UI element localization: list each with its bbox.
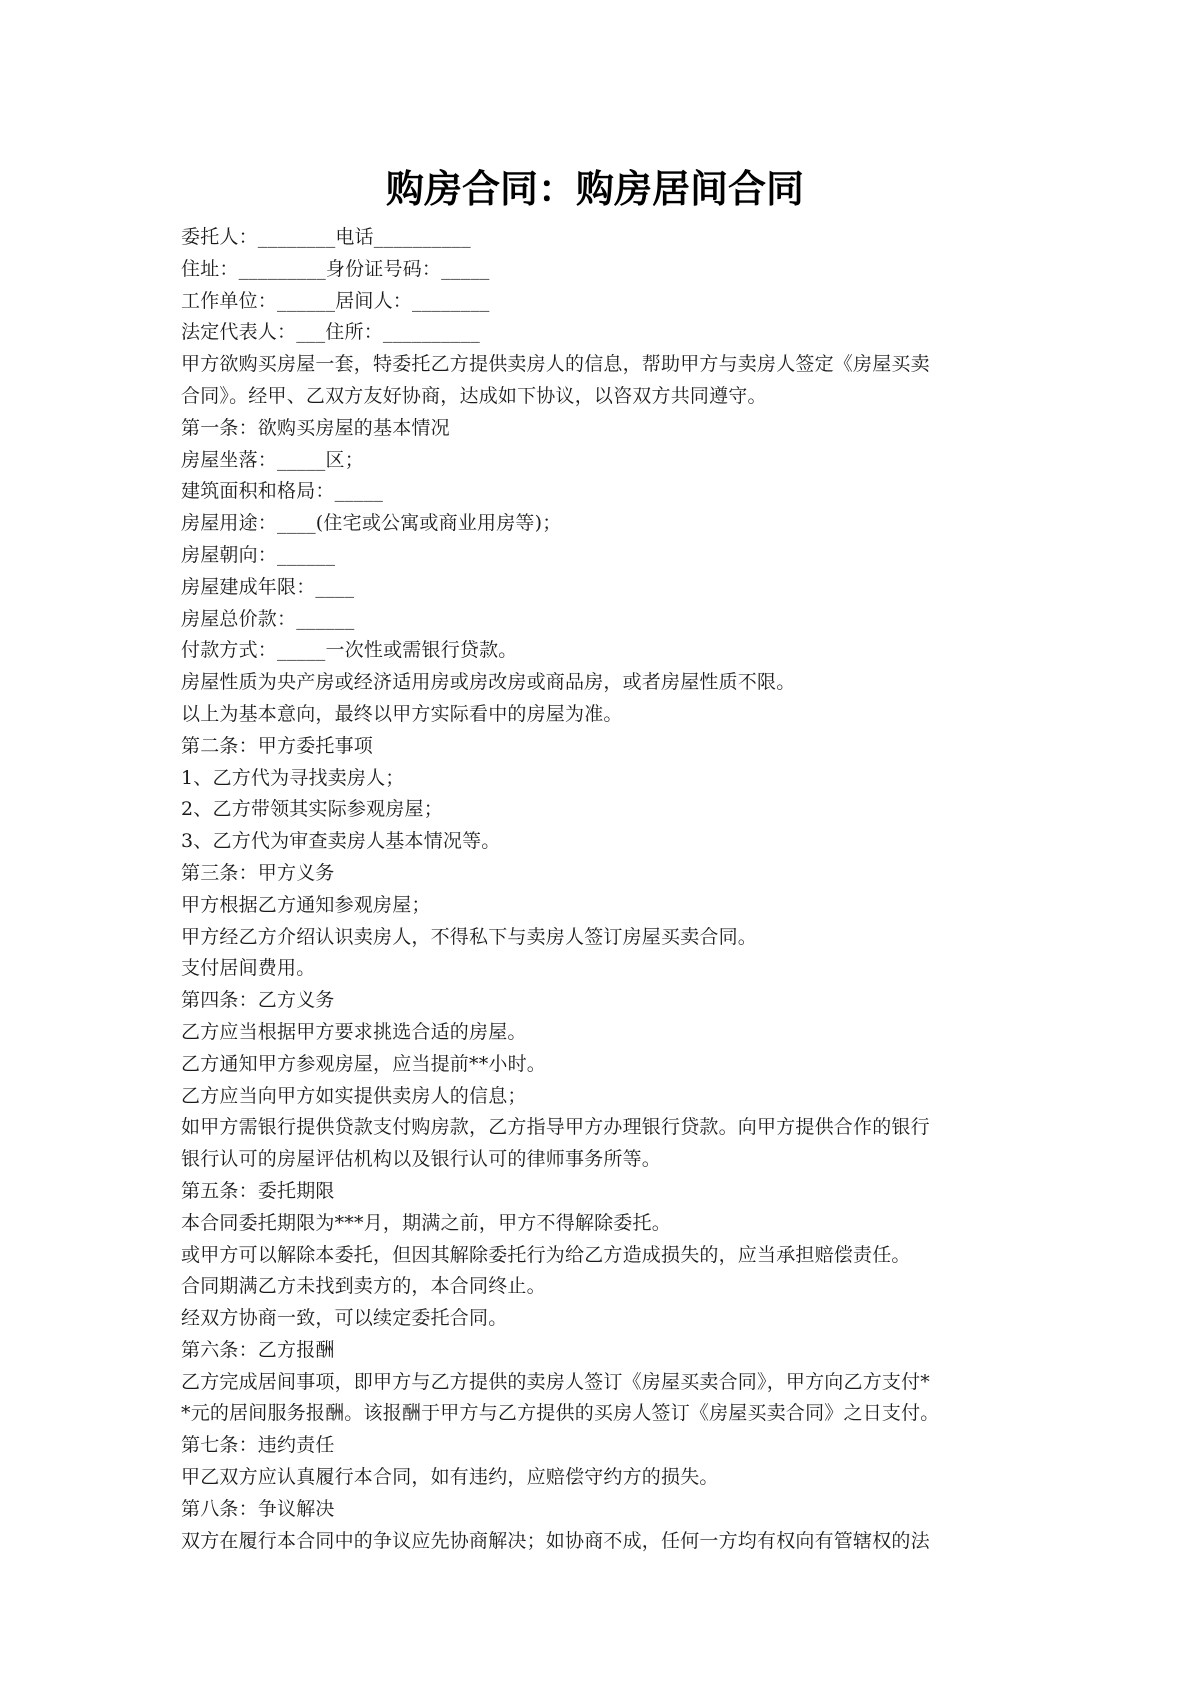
paragraph-line: 甲方根据乙方通知参观房屋； (181, 893, 431, 916)
field-line-usage: 房屋用途：____(住宅或公寓或商业用房等)； (181, 512, 562, 535)
paragraph-line: 甲方欲购买房屋一套，特委托乙方提供卖房人的信息，帮助甲方与卖房人签定《房屋买卖 (181, 353, 930, 376)
paragraph-line: 合同》。经甲、乙双方友好协商，达成如下协议，以咨双方共同遵守。 (181, 384, 767, 407)
paragraph-line: 甲方经乙方介绍认识卖房人，不得私下与卖房人签订房屋买卖合同。 (181, 925, 758, 948)
field-line-build-year: 房屋建成年限：____ (181, 575, 355, 598)
paragraph-line: 如甲方需银行提供贷款支付购房款，乙方指导甲方办理银行贷款。向甲方提供合作的银行 (181, 1116, 930, 1139)
paragraph-line: 或甲方可以解除本委托，但因其解除委托行为给乙方造成损失的，应当承担赔偿责任。 (181, 1243, 911, 1266)
field-line-area-layout: 建筑面积和格局：_____ (181, 480, 384, 503)
paragraph-line: 乙方应当向甲方如实提供卖房人的信息； (181, 1084, 527, 1107)
field-line-payment-method: 付款方式：_____一次性或需银行贷款。 (181, 639, 518, 662)
paragraph-line: 支付居间费用。 (181, 957, 316, 980)
paragraph-line: *元的居间服务报酬。该报酬于甲方与乙方提供的买房人签订《房屋买卖合同》之日支付。 (181, 1402, 940, 1425)
list-item: 1、乙方代为寻找卖房人； (181, 766, 405, 789)
field-line-client: 委托人：________电话__________ (181, 226, 471, 248)
section-heading-article-3: 第三条：甲方义务 (181, 861, 335, 884)
section-heading-article-7: 第七条：违约责任 (181, 1434, 335, 1457)
document-title: 购房合同：购房居间合同 (385, 167, 804, 211)
field-line-legal-rep: 法定代表人：___住所：__________ (181, 321, 480, 344)
field-line-orientation: 房屋朝向：______ (181, 543, 336, 566)
section-heading-article-6: 第六条：乙方报酬 (181, 1338, 335, 1361)
section-heading-article-8: 第八条：争议解决 (181, 1497, 335, 1520)
section-heading-article-5: 第五条：委托期限 (181, 1179, 335, 1202)
document-body (181, 222, 1021, 1557)
field-line-location: 房屋坐落：_____区； (181, 448, 364, 471)
list-item: 3、乙方代为审查卖房人基本情况等。 (181, 830, 501, 853)
paragraph-line: 以上为基本意向，最终以甲方实际看中的房屋为准。 (181, 702, 623, 725)
paragraph-line: 房屋性质为央产房或经济适用房或房改房或商品房，或者房屋性质不限。 (181, 671, 796, 694)
paragraph-line: 本合同委托期限为***月，期满之前，甲方不得解除委托。 (181, 1211, 671, 1234)
field-line-employer: 工作单位：______居间人：________ (181, 289, 490, 312)
paragraph-line: 乙方应当根据甲方要求挑选合适的房屋。 (181, 1020, 527, 1043)
section-heading-article-2: 第二条：甲方委托事项 (181, 734, 374, 757)
section-heading-article-4: 第四条：乙方义务 (181, 989, 335, 1012)
paragraph-line: 乙方完成居间事项，即甲方与乙方提供的卖房人签订《房屋买卖合同》，甲方向乙方支付* (181, 1370, 931, 1393)
field-line-total-price: 房屋总价款：______ (181, 607, 355, 630)
list-item: 2、乙方带领其实际参观房屋； (181, 798, 443, 821)
paragraph-line: 乙方通知甲方参观房屋，应当提前**小时。 (181, 1052, 547, 1075)
paragraph-line: 双方在履行本合同中的争议应先协商解决；如协商不成，任何一方均有权向有管辖权的法 (181, 1529, 930, 1552)
field-line-address: 住址：_________身份证号码：_____ (181, 257, 490, 280)
paragraph-line: 经双方协商一致，可以续定委托合同。 (181, 1307, 508, 1330)
paragraph-line: 甲乙双方应认真履行本合同，如有违约，应赔偿守约方的损失。 (181, 1466, 719, 1489)
section-heading-article-1: 第一条：欲购买房屋的基本情况 (181, 416, 450, 439)
paragraph-line: 合同期满乙方未找到卖方的，本合同终止。 (181, 1275, 546, 1298)
paragraph-line: 银行认可的房屋评估机构以及银行认可的律师事务所等。 (181, 1148, 662, 1171)
